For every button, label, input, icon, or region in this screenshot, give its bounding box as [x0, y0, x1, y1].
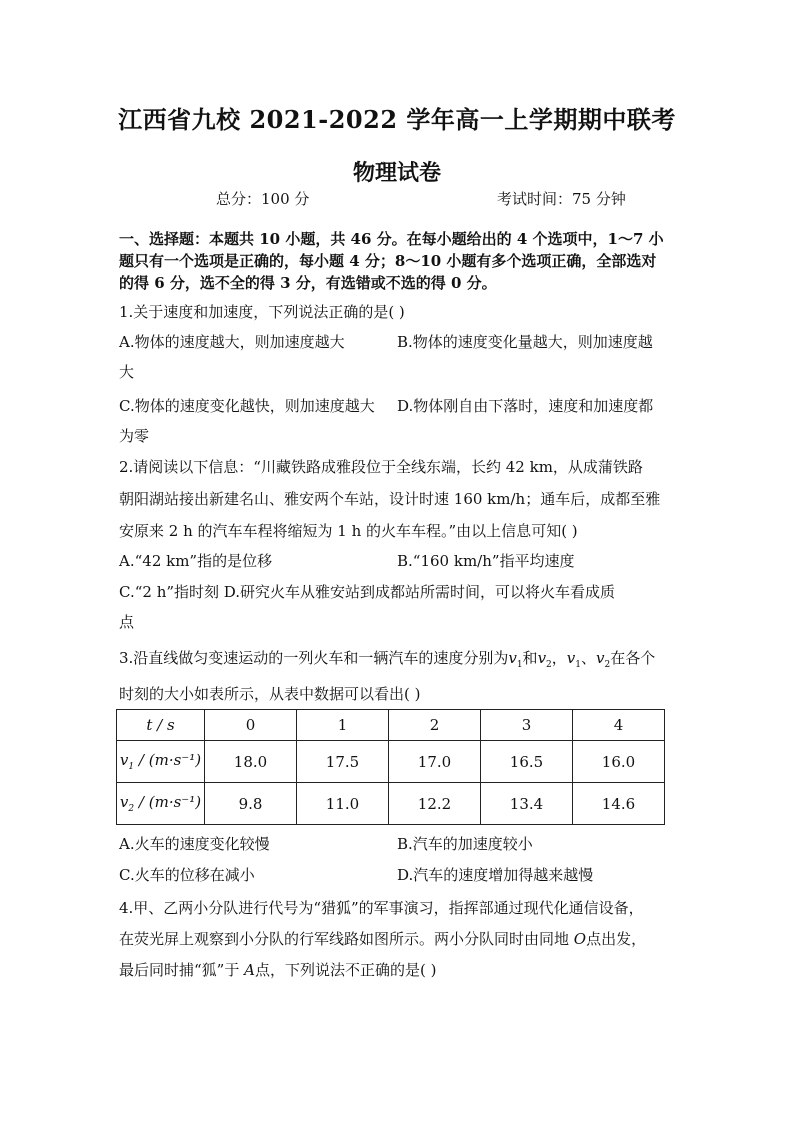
- q2-option-a: A.“42 km”指的是位移: [119, 552, 273, 570]
- table-cell: 11.0: [297, 783, 389, 825]
- table-row: [117, 783, 665, 825]
- table-cell: 1: [297, 710, 389, 741]
- table-cell: 18.0: [205, 741, 297, 783]
- table-row: [117, 710, 665, 741]
- q1-option-d: D.物体刚自由下落时，速度和加速度都: [397, 397, 654, 415]
- q4-text: 点，下列说法不正确的是( ): [254, 961, 437, 979]
- unit-label: / (m·s⁻¹): [138, 793, 202, 811]
- var-v: v: [566, 649, 576, 667]
- unit-label: / (m·s⁻¹): [138, 751, 202, 769]
- q2-option-cd: C.“2 h”指时刻 D.研究火车从雅安站到成都站所需时间，可以将火车看成质: [119, 583, 616, 601]
- table-cell: 17.5: [297, 741, 389, 783]
- subscript: 2: [128, 804, 135, 814]
- table-cell: 13.4: [481, 783, 573, 825]
- exam-title: 江西省九校 2021-2022 学年高一上学期期中联考: [118, 105, 676, 134]
- table-cell: 12.2: [389, 783, 481, 825]
- table-cell: 16.5: [481, 741, 573, 783]
- q3-line: 时刻的大小如表所示，从表中数据可以看出( ): [119, 685, 421, 703]
- point-o: O: [573, 930, 587, 948]
- var-v: v: [508, 649, 517, 667]
- q1-option-b-wrap: 大: [119, 363, 135, 381]
- q1-stem: 1.关于速度和加速度，下列说法正确的是( ): [119, 303, 405, 321]
- q4-text: 在荧光屏上观察到小分队的行军线路如图所示。两小分队同时由同地: [119, 930, 574, 948]
- q1-option-d-wrap: 为零: [119, 427, 150, 445]
- q4-line: 4.甲、乙两小分队进行代号为“猎狐”的军事演习，指挥部通过现代化通信设备，: [119, 899, 644, 917]
- subscript: 1: [128, 762, 135, 772]
- q1-option-a: A.物体的速度越大，则加速度越大: [119, 333, 345, 351]
- q3-option-d: D.汽车的速度增加得越来越慢: [397, 866, 594, 884]
- total-score: 总分：100 分: [216, 190, 310, 208]
- q3-text: 、: [581, 649, 597, 667]
- table-cell: 0: [205, 710, 297, 741]
- instruction-line: 题只有一个选项是正确的，每小题 4 分；8～10 小题有多个选项正确，全部选对: [119, 252, 657, 270]
- subscript: 2: [604, 660, 611, 670]
- point-a: A: [244, 961, 255, 979]
- table-cell: 17.0: [389, 741, 481, 783]
- q3-text: 3.沿直线做匀变速运动的一列火车和一辆汽车的速度分别为: [119, 649, 509, 667]
- table-cell: 16.0: [573, 741, 665, 783]
- q1-option-b: B.物体的速度变化量越大，则加速度越: [397, 333, 653, 351]
- exam-time: 考试时间：75 分钟: [497, 190, 626, 208]
- q2-line: 2.请阅读以下信息：“川藏铁路成雅段位于全线东端，长约 42 km，从成蒲铁路: [119, 458, 643, 476]
- table-header-cell: [117, 741, 205, 783]
- section-instructions: [119, 228, 679, 294]
- q2-option-cd-wrap: 点: [119, 613, 135, 631]
- var-v: v: [596, 649, 605, 667]
- subscript: 2: [546, 660, 552, 670]
- velocity-table: [116, 709, 665, 825]
- q3-text: 和: [522, 649, 538, 667]
- table-header-cell: [117, 783, 205, 825]
- q4-line: [119, 928, 646, 949]
- q4-text: 点出发，: [586, 930, 647, 948]
- q3-line: [119, 647, 655, 670]
- q3-text: 在各个: [610, 649, 656, 667]
- q1-option-c: C.物体的速度变化越快，则加速度越大: [119, 397, 375, 415]
- q3-option-a: A.火车的速度变化较慢: [119, 835, 270, 853]
- subscript: 1: [516, 660, 523, 670]
- table-row: [117, 741, 665, 783]
- table-cell: 3: [481, 710, 573, 741]
- q2-line: 安原来 2 h 的汽车车程将缩短为 1 h 的火车车程。”由以上信息可知( ): [119, 522, 578, 540]
- q3-option-c: C.火车的位移在减小: [119, 866, 255, 884]
- table-cell: 9.8: [205, 783, 297, 825]
- var-v: v: [119, 793, 129, 811]
- q2-option-b: B.“160 km/h”指平均速度: [397, 552, 575, 570]
- q3-option-b: B.汽车的加速度较小: [397, 835, 533, 853]
- exam-subtitle: 物理试卷: [352, 160, 441, 186]
- q4-text: 最后同时捕“狐”于: [119, 961, 245, 979]
- table-cell: 14.6: [573, 783, 665, 825]
- instruction-line: 一、选择题：本题共 10 小题，共 46 分。在每小题给出的 4 个选项中，1～7 小: [119, 230, 664, 248]
- table-header-cell: t / s: [117, 710, 205, 741]
- var-v: v: [537, 649, 547, 667]
- q2-line: 朝阳湖站接出新建名山、雅安两个车站，设计时速 160 km/h；通车后，成都至雅: [119, 490, 661, 508]
- q3-text: ，: [551, 649, 567, 667]
- table-cell: 4: [573, 710, 665, 741]
- table-cell: 2: [389, 710, 481, 741]
- subscript: 1: [575, 660, 582, 670]
- instruction-line: 的得 6 分，选不全的得 3 分，有选错或不选的得 0 分。: [119, 274, 497, 292]
- q4-line: [119, 959, 436, 980]
- var-v: v: [119, 751, 129, 769]
